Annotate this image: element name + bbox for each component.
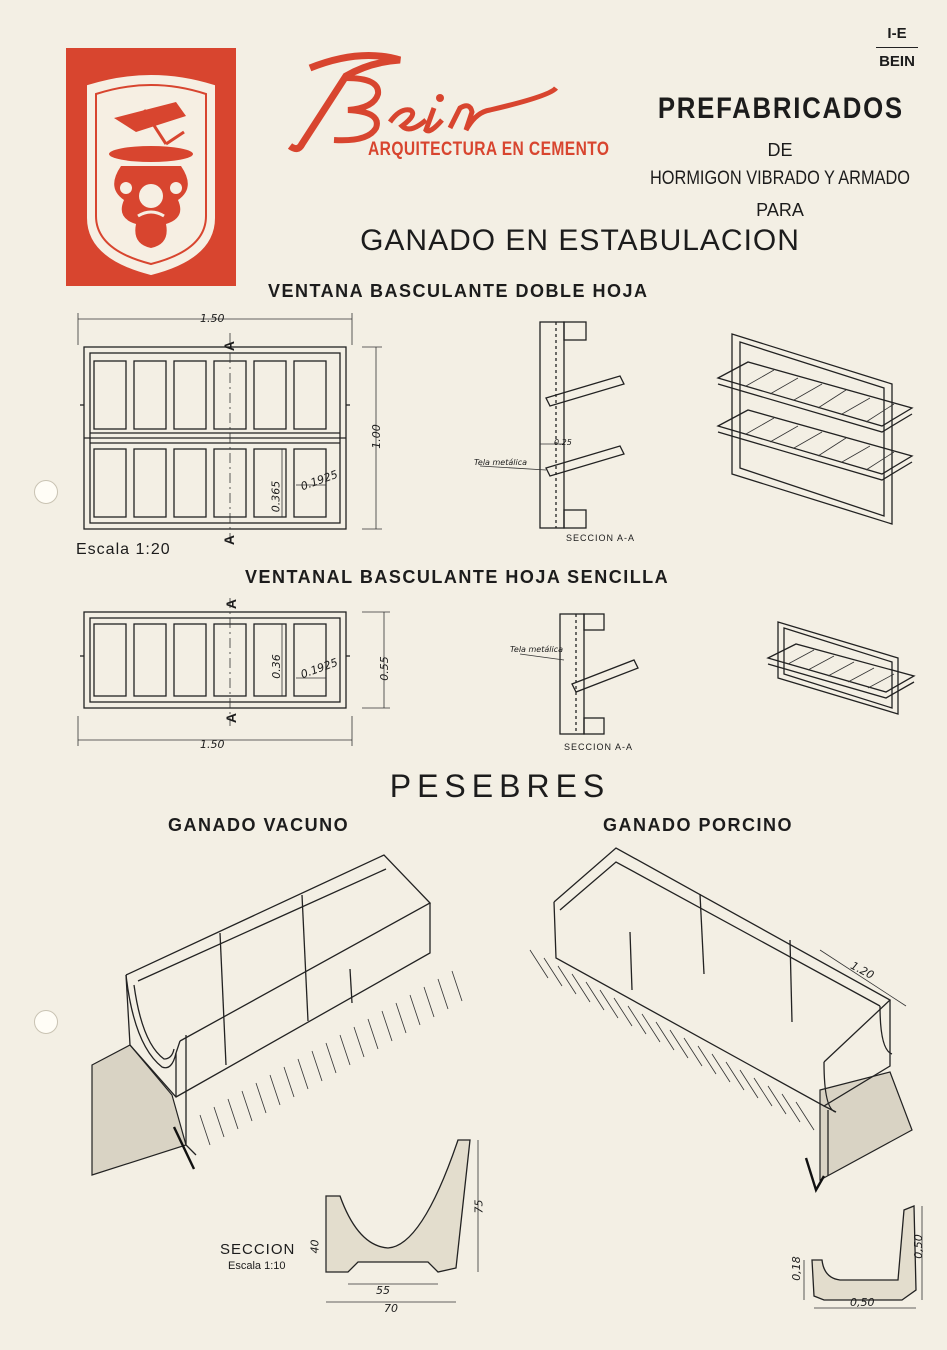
sill-dim: 0.25 xyxy=(554,438,572,447)
section-scale: Escala 1:10 xyxy=(228,1260,286,1272)
pig-height-dim: 0,50 xyxy=(911,1234,925,1259)
cut-mark-top: A xyxy=(221,340,238,352)
single-window-elevation xyxy=(70,596,400,756)
heading-pig: GANADO PORCINO xyxy=(603,815,794,835)
mesh-label-double: Tela metálica xyxy=(474,458,527,467)
shield-crest-icon xyxy=(66,48,236,286)
dim-height-double: 1.00 xyxy=(369,424,383,449)
dim-width-single: 1.50 xyxy=(200,738,225,751)
bein-script-logo xyxy=(250,48,570,148)
double-window-section xyxy=(470,318,610,538)
dim-pane-w-single: 0.1925 xyxy=(298,655,340,682)
dim-pane-w-double: 0.1925 xyxy=(298,467,340,494)
heading-single-window: VENTANAL BASCULANTE HOJA SENCILLA xyxy=(245,567,670,587)
logo-emblem xyxy=(66,48,236,286)
dim-pane-h-double: 0.365 xyxy=(269,480,283,513)
cattle-basetop-dim: 55 xyxy=(376,1284,390,1297)
double-window-perspective xyxy=(712,328,922,528)
pig-trough-perspective xyxy=(520,840,920,1210)
cattle-height-dim: 75 xyxy=(472,1199,486,1214)
binder-hole-lower xyxy=(34,1010,58,1034)
cut-mark-bottom: A xyxy=(221,534,238,546)
document-code xyxy=(872,20,922,75)
heading-double-window: VENTANA BASCULANTE DOBLE HOJA xyxy=(268,281,649,301)
code-line-1: I-E xyxy=(887,25,907,42)
scale-label: Escala 1:20 xyxy=(76,541,171,558)
mesh-label-single: Tela metálica xyxy=(510,645,563,654)
single-window-section xyxy=(510,610,650,740)
cattle-trough-perspective xyxy=(90,845,480,1185)
title-main: PREFABRICADOS xyxy=(657,92,904,125)
cut-mark-single-top: A xyxy=(223,598,240,610)
code-line-2: BEIN xyxy=(879,53,915,70)
pig-length-dim: 1.20 xyxy=(848,959,877,982)
single-window-perspective xyxy=(762,618,922,718)
heading-cattle: GANADO VACUNO xyxy=(168,815,350,835)
title-para: PARA xyxy=(756,200,804,220)
logo-tagline: ARQUITECTURA EN CEMENTO xyxy=(368,139,610,160)
title-material: HORMIGON VIBRADO Y ARMADO xyxy=(650,168,910,189)
section-label-double: SECCION A-A xyxy=(566,533,636,543)
section-title: SECCION xyxy=(220,1241,296,1258)
cattle-inner-dim: 40 xyxy=(308,1239,322,1254)
pig-lip-dim: 0,18 xyxy=(789,1256,803,1281)
section-label-single: SECCION A-A xyxy=(564,742,634,752)
title-subject: GANADO EN ESTABULACION xyxy=(360,224,800,257)
dim-pane-h-single: 0.36 xyxy=(269,654,283,679)
binder-hole-upper xyxy=(34,480,58,504)
heading-troughs: PESEBRES xyxy=(389,768,611,804)
dim-height-single: 0.55 xyxy=(377,656,391,681)
cattle-trough-section xyxy=(318,1136,498,1316)
cut-mark-single-bottom: A xyxy=(223,712,240,724)
title-de: DE xyxy=(767,140,793,160)
pig-base-dim: 0,50 xyxy=(850,1296,875,1309)
pig-trough-section xyxy=(790,1200,930,1310)
cattle-base-dim: 70 xyxy=(384,1302,398,1315)
dim-width-double: 1.50 xyxy=(200,312,225,325)
